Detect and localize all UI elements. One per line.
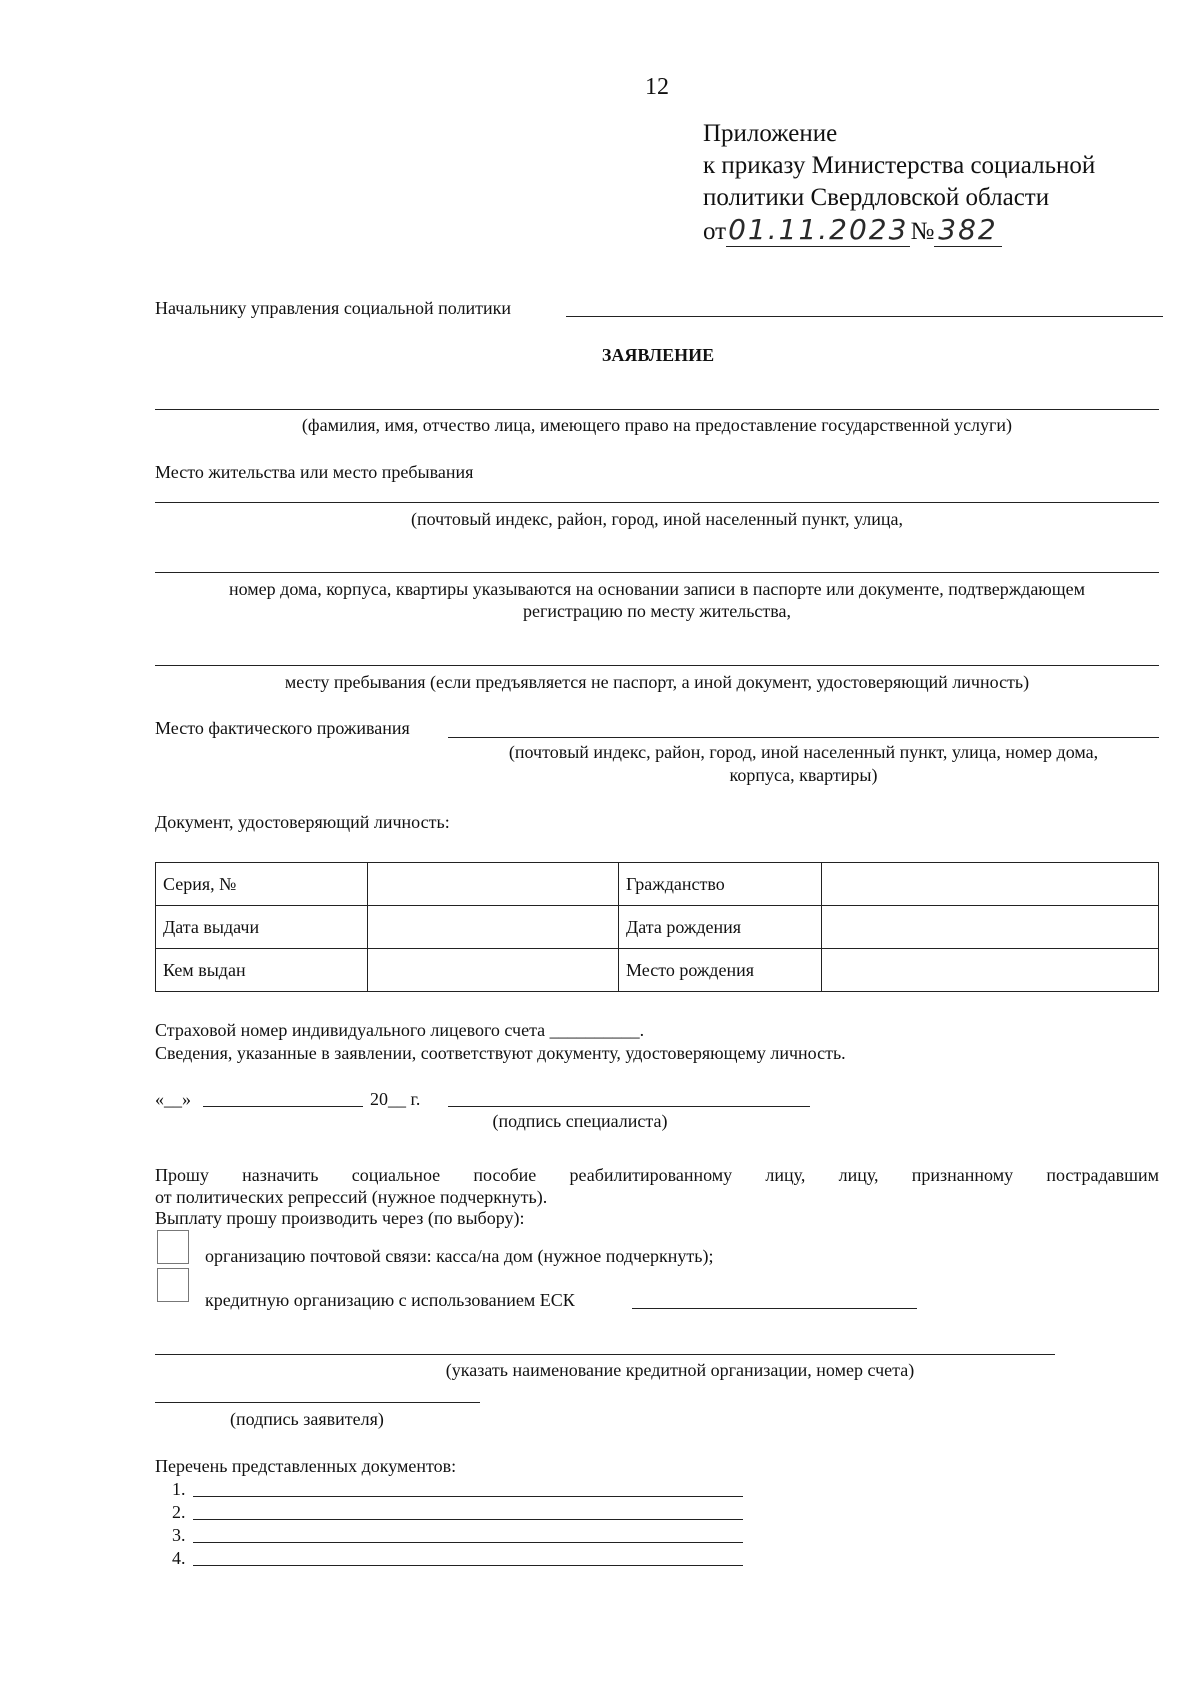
table-row <box>156 863 1159 906</box>
citizenship-label: Гражданство <box>619 863 822 906</box>
bank-option-label: кредитную организацию с использованием ЕСК <box>205 1290 575 1310</box>
documents-item-field-3[interactable] <box>193 1542 743 1543</box>
actual-residence-field[interactable] <box>448 737 1159 738</box>
page-number: 12 <box>645 74 669 100</box>
table-row <box>156 949 1159 992</box>
addressee-field[interactable] <box>566 316 1163 317</box>
appendix-header <box>703 118 1183 248</box>
residence-caption-2b: регистрацию по месту жительства, <box>522 601 792 621</box>
documents-item-number: 4. <box>172 1548 186 1568</box>
series-number-label: Серия, № <box>156 863 368 906</box>
actual-residence-label: Место фактического проживания <box>155 718 410 738</box>
citizenship-cell[interactable] <box>822 863 1159 906</box>
table-row <box>156 906 1159 949</box>
appendix-ministry-line: политики Свердловской области <box>703 184 1050 211</box>
date-year[interactable]: 20__ г. <box>370 1089 421 1109</box>
documents-item-field-2[interactable] <box>193 1519 743 1520</box>
applicant-signature-field[interactable] <box>155 1402 480 1403</box>
fio-field[interactable] <box>155 409 1159 410</box>
documents-item-number: 1. <box>172 1479 186 1499</box>
residence-label: Место жительства или место пребывания <box>155 462 474 482</box>
birth-date-cell[interactable] <box>822 906 1159 949</box>
documents-label: Перечень представленных документов: <box>155 1456 457 1476</box>
id-document-table <box>155 862 1159 992</box>
appendix-date-number-line <box>703 214 1183 248</box>
addressee-label: Начальнику управления социальной политики <box>155 298 512 318</box>
issued-by-label: Кем выдан <box>156 949 368 992</box>
handwritten-date: 01.11.2023 <box>728 213 909 246</box>
document-title: ЗАЯВЛЕНИЕ <box>601 345 715 365</box>
date-day[interactable]: «__» <box>155 1089 191 1109</box>
date-prefix: от <box>703 218 727 245</box>
documents-item-number: 3. <box>172 1525 186 1545</box>
bank-details-caption: (указать наименование кредитной организации, номер счета) <box>445 1360 915 1380</box>
actual-residence-caption-a: (почтовый индекс, район, город, иной населенный пункт, улица, номер дома, <box>508 742 1099 762</box>
post-office-option-label: организацию почтовой связи: касса/на дом (нужное подчеркнуть); <box>205 1246 714 1266</box>
esk-field[interactable] <box>632 1308 917 1309</box>
residence-field-2[interactable] <box>155 572 1159 573</box>
handwritten-number: 382 <box>934 213 1001 247</box>
documents-item-number: 2. <box>172 1502 186 1522</box>
residence-caption-2a: номер дома, корпуса, квартиры указываются на основании записи в паспорте или документе, подтверждающем <box>228 579 1085 599</box>
documents-item-field-4[interactable] <box>193 1565 743 1566</box>
payment-label: Выплату прошу производить через (по выбору): <box>155 1208 525 1228</box>
issue-date-cell[interactable] <box>368 906 619 949</box>
applicant-signature-caption: (подпись заявителя) <box>230 1409 384 1429</box>
number-prefix: № <box>910 218 935 245</box>
birth-place-label: Место рождения <box>619 949 822 992</box>
residence-field-3[interactable] <box>155 665 1159 666</box>
verification-text: Сведения, указанные в заявлении, соответствуют документу, удостоверяющему личность. <box>155 1043 846 1063</box>
appendix-title: Приложение <box>703 120 838 147</box>
residence-caption-1: (почтовый индекс, район, город, иной населенный пункт, улица, <box>410 509 903 529</box>
issue-date-label: Дата выдачи <box>156 906 368 949</box>
series-number-cell[interactable] <box>368 863 619 906</box>
post-office-checkbox[interactable] <box>157 1230 189 1264</box>
residence-caption-3: месту пребывания (если предъявляется не паспорт, а иной документ, удостоверяющий личность) <box>284 672 1030 692</box>
request-line-1: Прошу назначить социальное пособие реабилитированному лицу, лицу, признанному пострадавшим <box>155 1165 1159 1185</box>
documents-item-field-1[interactable] <box>193 1496 743 1497</box>
residence-field-1[interactable] <box>155 502 1159 503</box>
snils-label: Страховой номер индивидуального лицевого счета <box>155 1020 546 1040</box>
appendix-order-line: к приказу Министерства социальной <box>703 152 1096 179</box>
actual-residence-caption-b: корпуса, квартиры) <box>729 765 878 785</box>
fio-caption: (фамилия, имя, отчество лица, имеющего право на предоставление государственной услуги) <box>301 415 1013 435</box>
snils-field[interactable]: __________. <box>549 1020 645 1040</box>
bank-details-field[interactable] <box>155 1354 1055 1355</box>
birth-date-label: Дата рождения <box>619 906 822 949</box>
specialist-signature-field[interactable] <box>448 1106 810 1107</box>
issued-by-cell[interactable] <box>368 949 619 992</box>
snils-line <box>155 1019 644 1041</box>
request-line-2: от политических репрессий (нужное подчеркнуть). <box>155 1187 548 1207</box>
birth-place-cell[interactable] <box>822 949 1159 992</box>
id-document-label: Документ, удостоверяющий личность: <box>155 812 450 832</box>
date-month-field[interactable] <box>203 1106 363 1107</box>
specialist-signature-caption: (подпись специалиста) <box>492 1111 668 1131</box>
bank-checkbox[interactable] <box>157 1268 189 1302</box>
